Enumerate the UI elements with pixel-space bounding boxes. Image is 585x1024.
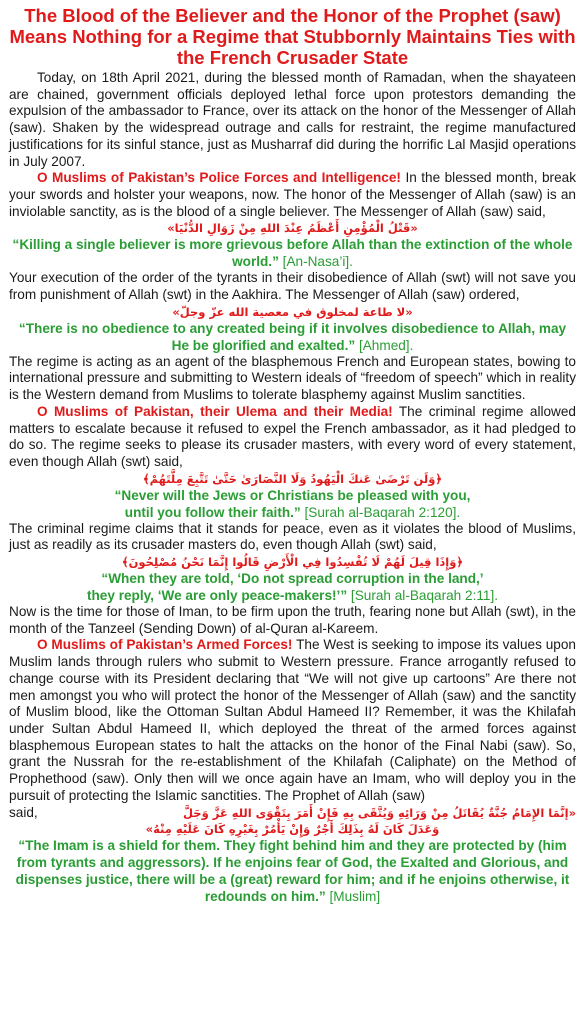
address-armed-forces-heading: O Muslims of Pakistan’s Armed Forces! (37, 637, 293, 653)
arabic-verse-2: ﴿وَإِذَا قِيلَ لَهُمْ لَا تُفْسِدُوا فِي الْأَرْضِ قَالُوا إِنَّمَا نَحْنُ مُصْلِحُونَ﴾ (121, 555, 464, 570)
quote-hadith-1 (9, 236, 576, 270)
paragraph-iman: Now is the time for those of Iman, to be firm upon the truth, fearing none but Allah (swt), in the month of the Tanzeel (Sending Down) of al-Quran al-Kareem. (9, 604, 576, 636)
quote-hadith-1-ref: [An-Nasa’i]. (278, 254, 353, 270)
address-ulema-heading: O Muslims of Pakistan, their Ulema and their Media! (37, 403, 393, 419)
paragraph-ulema-text: The criminal regime allowed matters to escalate because it refused to expel the French ambassador, as it had pledged to do so. The regime seeks to please its crusader masters, with every word of every statement, even though Allah (swt) said, (9, 403, 576, 469)
paragraph-police-address (9, 170, 576, 220)
quote-hadith-3-ref: [Muslim] (325, 889, 381, 905)
paragraph-ulema-address (9, 404, 576, 471)
quote-verse-2-line-1: “When they are told, ‘Do not spread corruption in the land,’ (101, 571, 484, 587)
quote-verse-1 (9, 487, 576, 521)
paragraph-armed-forces-text: The West is seeking to impose its values upon Muslim lands through rulers who submit to Western pressure. France arrogantly refused to change course with its President declaring that “We will not give up cartoons” Are there not men amongst you who will protect the honor of the Messenger of Allah (saw) and the sanctity of Muslim blood, like the Ottoman Sultan Abdul Hameed II? Remember, it was the Khilafah under Sultan Abdul Hameed II, which deployed the threat of the armed forces against blasphemous European states to halt the attacks on the honor of the Final Nabi (saw). So, grant the Nussrah for the re-establishment of the Khilafah (Caliphate) on the Method of Prophethood (saw). Only then will we once again have an Imam, who will deploy you in the pursuit of protecting the Islamic sanctities. The Prophet of Allah (saw) (9, 637, 576, 803)
quote-hadith-3-text: “The Imam is a shield for them. They fight behind him and they are protected by (him from tyrants and aggressors). If he enjoins fear of God, the Exalted and Glorious, and dispenses justice, there will be a (great) reward for him; and if he enjoins otherwise, it redounds on him.” (15, 838, 570, 905)
quote-verse-1-line-1: “Never will the Jews or Christians be pleased with you, (114, 487, 471, 503)
said-row (9, 805, 576, 822)
arabic-hadith-3-line-2: وَعَدَلَ كَانَ لَهُ بِذَلِكَ أَجْرٌ وَإِنْ يَأْمُرْ بِغَيْرِهِ كَانَ عَلَيْهِ مِنْهُ» (145, 822, 440, 837)
arabic-hadith-2: «لا طاعة لمخلوق في معصية الله عزّ وجلّ» (172, 304, 413, 319)
paragraph-police-text: In the blessed month, break your swords and holster your weapons, now. The honor of the Messenger of Allah (saw) is an inviolable sanctity, as is the blood of a single believer. The Messenger of Allah (saw) said, (9, 170, 576, 219)
quote-hadith-2 (9, 320, 576, 354)
quote-hadith-2-ref: [Ahmed]. (355, 337, 414, 353)
quote-verse-1-ref: [Surah al-Baqarah 2:120]. (300, 504, 461, 520)
quote-verse-1-line-2: until you follow their faith.” (124, 504, 301, 520)
address-police-heading: O Muslims of Pakistan’s Police Forces and Intelligence! (37, 170, 401, 186)
quote-hadith-1-text: “Killing a single believer is more grievous before Allah than the extinction of the whole world.” (12, 237, 573, 270)
quote-hadith-3 (9, 837, 576, 905)
quote-verse-2 (9, 570, 576, 604)
said-label: said, (9, 804, 38, 820)
quote-hadith-2-text: “There is no obedience to any created being if it involves disobedience to Allah, may He be glorified and exalted.” (18, 320, 567, 353)
arabic-hadith-1: «قَتْلُ الْمُؤْمِنِ أَعْظَمُ عِنْدَ اللهِ مِنْ زَوَالِ الدُّنْيَا» (167, 221, 418, 236)
arabic-hadith-3-line-1: «إنَّمَا الإِمَامُ جُنَّةٌ يُقَاتَلُ مِنْ وَرَائِهِ وَيُتَّقَى بِهِ فَإِنْ أَمَرَ بِتَقْوَى اللهِ عَزَّ وَجَلَّ (183, 805, 576, 820)
quote-verse-2-ref: [Surah al-Baqarah 2:11]. (347, 588, 499, 604)
page-title: The Blood of the Believer and the Honor of the Prophet (saw) Means Nothing for a Regime that Stubbornly Maintains Ties with the French Crusader State (9, 5, 576, 68)
paragraph-peace-claim: The criminal regime claims that it stands for peace, even as it violates the blood of Muslims, just as readily as its crusader masters do, even though Allah (swt) said, (9, 520, 576, 553)
paragraph-armed-forces-address (9, 637, 576, 804)
arabic-verse-1: ﴿وَلَن تَرْضَىٰ عَنكَ الْيَهُودُ وَلَا النَّصَارَىٰ حَتَّىٰ تَتَّبِعَ مِلَّتَهُمْ﴾ (142, 471, 443, 486)
paragraph-obedience: Your execution of the order of the tyrants in their disobedience of Allah (swt) will not save you from punishment of Allah (swt) in the Aakhira. The Messenger of Allah (saw) ordered, (9, 270, 576, 303)
quote-verse-2-line-2: they reply, ‘We are only peace-makers!’” (86, 588, 348, 604)
paragraph-intro: Today, on 18th April 2021, during the blessed month of Ramadan, when the shayateen are chained, government officials deployed lethal force upon protestors demanding the expulsion of the ambassador to France, over its attack on the honor of the Messenger of Allah (saw). Shaken by the widespread outrage and calls for restraint, the regime manufactured justifications for its sinful stance, just as Musharraf did during the horrific Lal Masjid operations in July 2007. (9, 70, 576, 169)
paragraph-regime-agent: The regime is acting as an agent of the blasphemous French and European states, bowing to international pressure and submitting to Western ideals of “freedom of speech” which in reality is the Western demand from Muslims to tolerate blasphemy against Muslim sanctities. (9, 353, 576, 403)
